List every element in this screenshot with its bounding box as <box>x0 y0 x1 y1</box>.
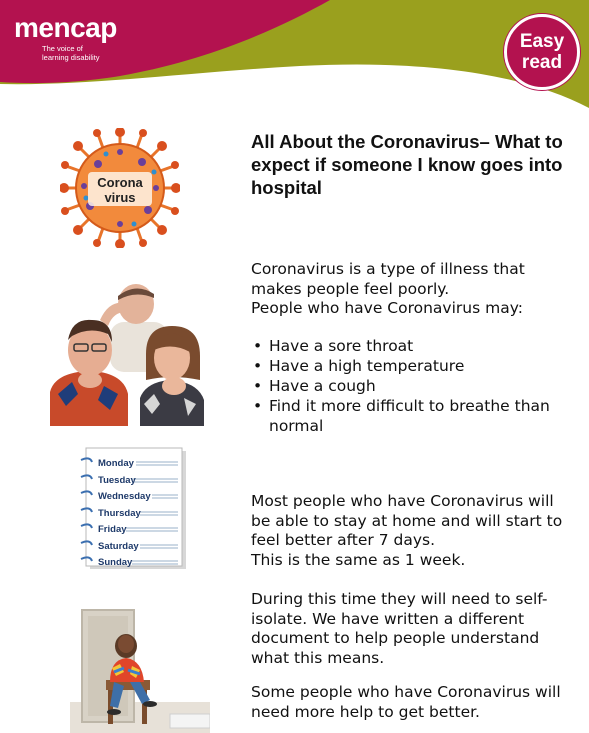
stay-home-sentence: Most people who have Coronavirus will be able to stay at home and will start to feel better after 7 days. <box>251 492 563 549</box>
stay-home-paragraph <box>251 492 571 570</box>
badge-line-1: Easy <box>519 31 565 52</box>
intro-sentence-1: Coronavirus is a type of illness that makes people feel poorly. <box>251 260 525 298</box>
weekly-calendar-illustration <box>78 446 194 574</box>
calendar-day: Tuesday <box>98 475 136 486</box>
page-title: All About the Coronavirus– What to expect if someone I know goes into hospital <box>251 131 563 198</box>
sick-people-illustration <box>48 282 208 426</box>
logo-tagline <box>42 44 117 62</box>
virus-label-line-1: Corona <box>97 175 143 190</box>
intro-paragraph <box>251 260 571 319</box>
intro-sentence-2: People who have Coronavirus may: <box>251 299 523 317</box>
virus-label-line-2: virus <box>104 190 136 205</box>
badge-line-2: read <box>521 52 563 73</box>
list-item: • Have a sore throat <box>251 336 571 356</box>
list-item: • Find it more difficult to breathe than normal <box>251 396 571 436</box>
self-isolate-paragraph: During this time they will need to self-isolate. We have written a different document to help people understand what this means. <box>251 590 548 667</box>
mencap-logo[interactable] <box>14 14 117 62</box>
list-item: • Have a cough <box>251 376 571 396</box>
more-help-paragraph: Some people who have Coronavirus will need more help to get better. <box>251 683 561 721</box>
coronavirus-illustration <box>60 128 180 248</box>
logo-tagline-line-2: learning disability <box>42 53 100 62</box>
header-banner <box>0 0 589 110</box>
one-week-sentence: This is the same as 1 week. <box>251 550 466 569</box>
logo-tagline-line-1: The voice of <box>42 44 83 53</box>
calendar-day: Thursday <box>98 508 141 519</box>
list-item: • Have a high temperature <box>251 356 571 376</box>
self-isolation-illustration <box>70 606 210 733</box>
calendar-day: Sunday <box>98 557 133 568</box>
calendar-day: Saturday <box>98 541 139 552</box>
calendar-day: Friday <box>98 524 127 535</box>
symptoms-list <box>251 336 571 436</box>
calendar-day: Wednesday <box>98 491 151 502</box>
easy-read-badge <box>504 14 580 90</box>
logo-wordmark: mencap <box>14 12 117 43</box>
calendar-day: Monday <box>98 458 134 469</box>
